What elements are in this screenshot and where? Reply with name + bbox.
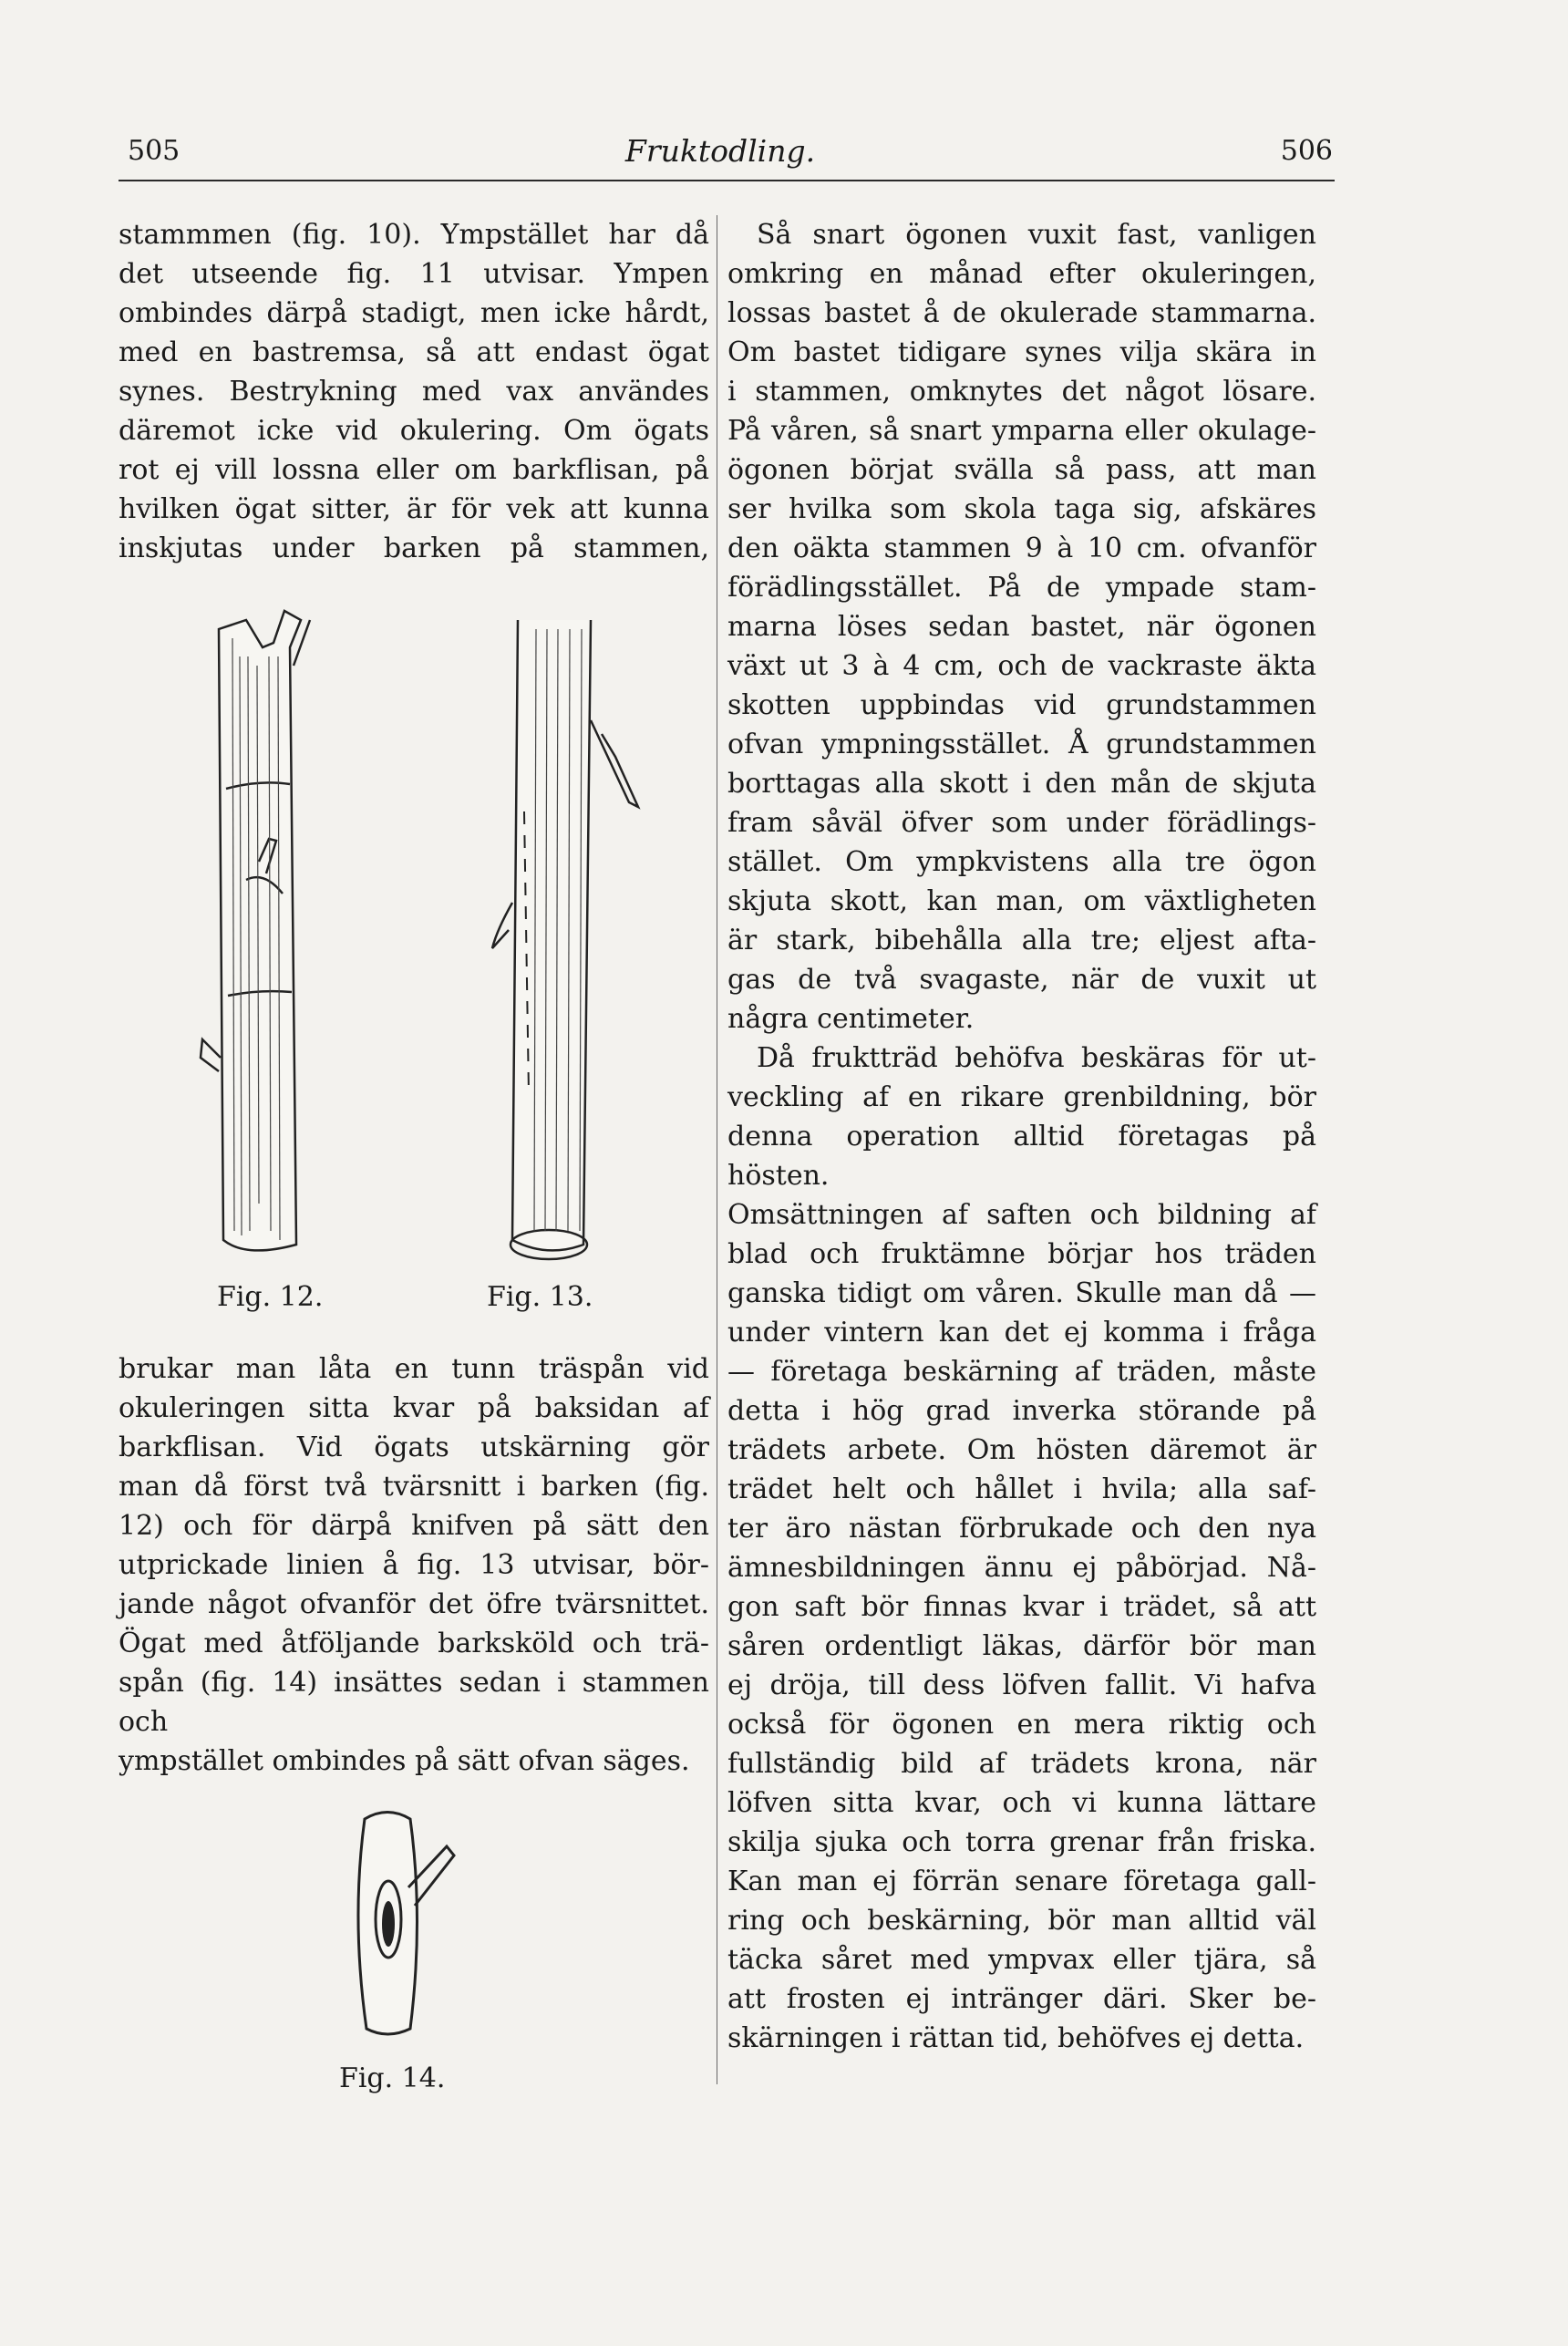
text-line: inskjutas under barken på stammen, xyxy=(119,532,709,564)
text-line: några centimeter. xyxy=(727,1003,975,1035)
left-page-number: 505 xyxy=(128,135,181,167)
text-line: ombindes därpå stadigt, men icke hårdt, xyxy=(119,297,709,329)
text-line: denna operation alltid företagas på hösten. xyxy=(727,1121,1316,1192)
text-line: ej dröja, till dess löfven fallit. Vi hafva xyxy=(727,1669,1316,1701)
figure-13-caption: Fig. 13. xyxy=(487,1281,593,1313)
text-line: utprickade linien å fig. 13 utvisar, bör- xyxy=(119,1549,709,1581)
text-line: ämnesbildningen ännu ej påbörjad. Nå- xyxy=(727,1552,1316,1584)
figure-12-caption: Fig. 12. xyxy=(217,1281,324,1313)
text-line: löfven sitta kvar, och vi kunna lättare xyxy=(727,1787,1316,1819)
text-line: den oäkta stammen 9 à 10 cm. ofvanför xyxy=(727,532,1316,564)
text-line: Omsättningen af saften och bildning af xyxy=(727,1199,1316,1231)
text-line: veckling af en rikare grenbildning, bör xyxy=(727,1081,1316,1113)
text-line: ofvan ympningsstället. Å grundstammen xyxy=(727,729,1316,760)
right-page-number: 506 xyxy=(1280,135,1333,167)
text-line: ganska tidigt om våren. Skulle man då — xyxy=(727,1277,1316,1309)
text-line: såren ordentligt läkas, därför bör man xyxy=(727,1630,1316,1662)
text-line: ring och beskärning, bör man alltid väl xyxy=(727,1905,1316,1937)
text-line: — företaga beskärning af träden, måste xyxy=(727,1356,1316,1388)
text-line: man då först två tvärsnitt i barken (fig. xyxy=(119,1471,709,1503)
text-line: stammmen (fig. 10). Ympstället har då xyxy=(119,219,709,251)
text-line: stället. Om ympkvistens alla tre ögon xyxy=(727,846,1316,878)
text-line: jande något ofvanför det öfre tvärsnittet. xyxy=(119,1588,709,1620)
text-line: trädets arbete. Om hösten däremot är xyxy=(727,1434,1316,1466)
figure-14-caption: Fig. 14. xyxy=(339,2062,446,2094)
left-column-bottom-text xyxy=(119,1349,709,1781)
text-line: ympstället ombindes på sätt ofvan säges. xyxy=(119,1745,690,1777)
text-line: Så snart ögonen vuxit fast, vanligen xyxy=(757,219,1316,251)
left-column-top-text xyxy=(119,215,709,568)
text-line: Ögat med åtföljande barksköld och trä- xyxy=(119,1628,709,1659)
text-line: Kan man ej förrän senare företaga gall- xyxy=(727,1865,1316,1897)
text-line: det utseende fig. 11 utvisar. Ympen xyxy=(119,258,709,290)
text-line: hvilken ögat sitter, är för vek att kunna xyxy=(119,493,709,525)
text-line: barkflisan. Vid ögats utskärning gör xyxy=(119,1431,709,1463)
text-line: skjuta skott, kan man, om växtligheten xyxy=(727,885,1316,917)
text-line: skärningen i rättan tid, behöfves ej detta. xyxy=(727,2022,1305,2054)
text-line: lossas bastet å de okulerade stammarna. xyxy=(727,297,1316,329)
text-line: skotten uppbindas vid grundstammen xyxy=(727,689,1316,721)
text-line: brukar man låta en tunn träspån vid xyxy=(119,1353,709,1385)
text-line: På våren, så snart ymparna eller okulage- xyxy=(727,415,1316,447)
text-line: med en bastremsa, så att endast ögat xyxy=(119,336,709,368)
figure-12-illustration xyxy=(182,602,337,1267)
text-line: okuleringen sitta kvar på baksidan af xyxy=(119,1392,709,1424)
text-line: Om bastet tidigare synes vilja skära in xyxy=(727,336,1316,368)
text-line: omkring en månad efter okuleringen, xyxy=(727,258,1316,290)
text-line: trädet helt och hållet i hvila; alla saf- xyxy=(727,1473,1316,1505)
text-line: förädlingsstället. På de ympade stam- xyxy=(727,572,1316,604)
text-line: gas de två svagaste, när de vuxit ut xyxy=(727,964,1316,996)
text-line: gon saft bör finnas kvar i trädet, så att xyxy=(727,1591,1316,1623)
running-title: Fruktodling. xyxy=(624,133,816,169)
text-line: är stark, bibehålla alla tre; eljest afta- xyxy=(727,925,1316,956)
text-line: att frosten ej intränger däri. Sker be- xyxy=(727,1983,1316,2015)
figure-14-illustration xyxy=(346,1801,474,2056)
text-line: spån (fig. 14) insättes sedan i stammen och xyxy=(119,1667,709,1738)
text-line: blad och fruktämne börjar hos träden xyxy=(727,1238,1316,1270)
text-line: också för ögonen en mera riktig och xyxy=(727,1709,1316,1741)
text-line: marna löses sedan bastet, när ögonen xyxy=(727,611,1316,643)
text-line: skilja sjuka och torra grenar från friska. xyxy=(727,1826,1316,1858)
figure-13-illustration xyxy=(456,602,656,1267)
header-rule xyxy=(119,180,1335,181)
text-line: i stammen, omknytes det något lösare. xyxy=(727,376,1316,408)
text-line: ser hvilka som skola taga sig, afskäres xyxy=(727,493,1316,525)
text-line: fram såväl öfver som under förädlings- xyxy=(727,807,1316,839)
text-line: 12) och för därpå knifven på sätt den xyxy=(119,1510,709,1542)
text-line: detta i hög grad inverka störande på xyxy=(727,1395,1316,1427)
text-line: däremot icke vid okulering. Om ögats xyxy=(119,415,709,447)
text-line: ögonen börjat svälla så pass, att man xyxy=(727,454,1316,486)
right-column-text xyxy=(727,215,1316,2058)
text-line: Då fruktträd behöfva beskäras för ut- xyxy=(757,1042,1316,1074)
text-line: rot ej vill lossna eller om barkflisan, på xyxy=(119,454,709,486)
text-line: borttagas alla skott i den mån de skjuta xyxy=(727,768,1316,800)
text-line: under vintern kan det ej komma i fråga xyxy=(727,1317,1316,1349)
text-line: växt ut 3 à 4 cm, och de vackraste äkta xyxy=(727,650,1316,682)
text-line: ter äro nästan förbrukade och den nya xyxy=(727,1513,1316,1545)
text-line: synes. Bestrykning med vax användes xyxy=(119,376,709,408)
text-line: fullständig bild af trädets krona, när xyxy=(727,1748,1316,1780)
text-line: täcka såret med ympvax eller tjära, så xyxy=(727,1944,1316,1976)
